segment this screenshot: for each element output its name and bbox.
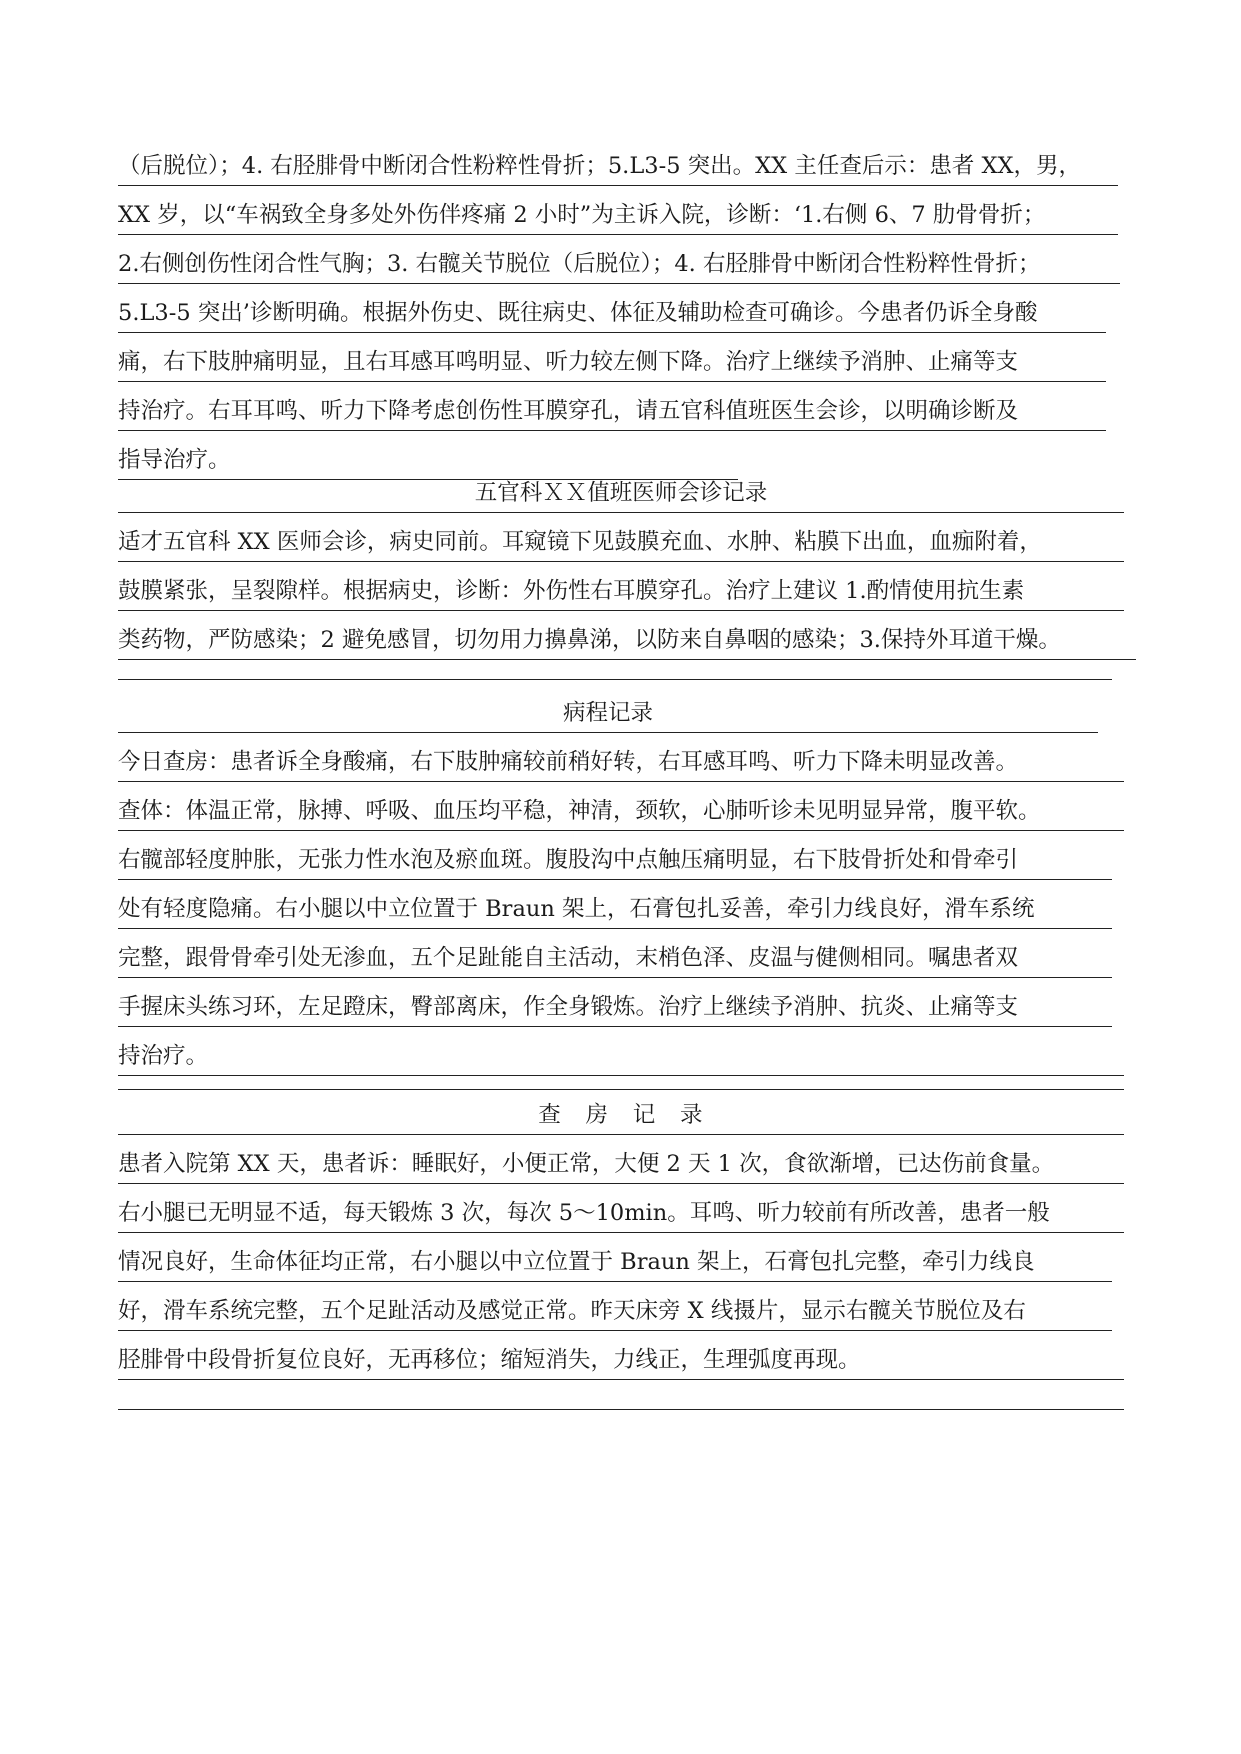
section1-line-3: 2.右侧创伤性闭合性气胸；3. 右髋关节脱位（后脱位）；4. 右胫腓骨中断闭合性粉粹性骨折；	[118, 244, 1120, 284]
section4-line-1: 患者入院第 XX 天，患者诉：睡眠好，小便正常，大便 2 天 1 次，食欲渐增，已达伤前食量。	[118, 1144, 1124, 1184]
section1-line-5: 痛，右下肢肿痛明显，且右耳感耳鸣明显、听力较左侧下降。治疗上继续予消肿、止痛等支	[118, 342, 1106, 382]
ward-round-title: 查 房 记 录	[118, 1095, 1124, 1135]
section2-end-rule	[118, 679, 1112, 680]
section3-line-7: 持治疗。	[118, 1036, 1124, 1076]
ent-consultation-title: 五官科ＸＸ值班医师会诊记录	[118, 473, 1124, 513]
section4-end-rule	[118, 1409, 1124, 1410]
section2-line-2: 鼓膜紧张，呈裂隙样。根据病史，诊断：外伤性右耳膜穿孔。治疗上建议 1.酌情使用抗生素	[118, 571, 1124, 611]
section3-line-5: 完整，跟骨骨牵引处无渗血，五个足趾能自主活动，末梢色泽、皮温与健侧相同。嘱患者双	[118, 938, 1112, 978]
section1-line-2: XX 岁，以“车祸致全身多处外伤伴疼痛 2 小时”为主诉入院，诊断：‘1.右侧 6、7 肋骨骨折；	[118, 195, 1118, 235]
section4-line-3: 情况良好，生命体征均正常，右小腿以中立位置于 Braun 架上，石膏包扎完整，牵引力线良	[118, 1242, 1112, 1282]
section3-line-1: 今日查房：患者诉全身酸痛，右下肢肿痛较前稍好转，右耳感耳鸣、听力下降未明显改善。	[118, 742, 1124, 782]
section1-line-4: 5.L3-5 突出’诊断明确。根据外伤史、既往病史、体征及辅助检查可确诊。今患者仍诉全身酸	[118, 293, 1106, 333]
section3-line-6: 手握床头练习环，左足蹬床，臀部离床，作全身锻炼。治疗上继续予消肿、抗炎、止痛等支	[118, 987, 1112, 1027]
section4-line-5: 胫腓骨中段骨折复位良好，无再移位；缩短消失，力线正，生理弧度再现。	[118, 1340, 1124, 1380]
section3-line-4: 处有轻度隐痛。右小腿以中立位置于 Braun 架上，石膏包扎妥善，牵引力线良好，滑车系统	[118, 889, 1112, 929]
section4-line-4: 好，滑车系统完整，五个足趾活动及感觉正常。昨天床旁 X 线摄片，显示右髋关节脱位及右	[118, 1291, 1112, 1331]
section1-line-1: （后脱位）；4. 右胫腓骨中断闭合性粉粹性骨折；5.L3-5 突出。XX 主任查后示：患者 XX，男，	[118, 146, 1118, 186]
section2-line-1: 适才五官科 XX 医师会诊，病史同前。耳窥镜下见鼓膜充血、水肿、粘膜下出血，血痂附着，	[118, 522, 1124, 562]
section4-line-2: 右小腿已无明显不适，每天锻炼 3 次，每次 5～10min。耳鸣、听力较前有所改善，患者一般	[118, 1193, 1124, 1233]
section3-line-3: 右髋部轻度肿胀，无张力性水泡及瘀血斑。腹股沟中点触压痛明显，右下肢骨折处和骨牵引	[118, 840, 1112, 880]
section1-line-6: 持治疗。右耳耳鸣、听力下降考虑创伤性耳膜穿孔，请五官科值班医生会诊，以明确诊断及	[118, 391, 1106, 431]
course-record-title: 病程记录	[118, 693, 1098, 733]
section2-line-3: 类药物，严防感染；2 避免感冒，切勿用力擤鼻涕，以防来自鼻咽的感染；3.保持外耳道干燥。	[118, 620, 1136, 660]
section3-end-rule	[118, 1089, 1124, 1090]
section3-line-2: 查体：体温正常，脉搏、呼吸、血压均平稳，神清，颈软，心肺听诊未见明显异常，腹平软。	[118, 791, 1124, 831]
section1-line-7: 指导治疗。	[118, 440, 738, 480]
